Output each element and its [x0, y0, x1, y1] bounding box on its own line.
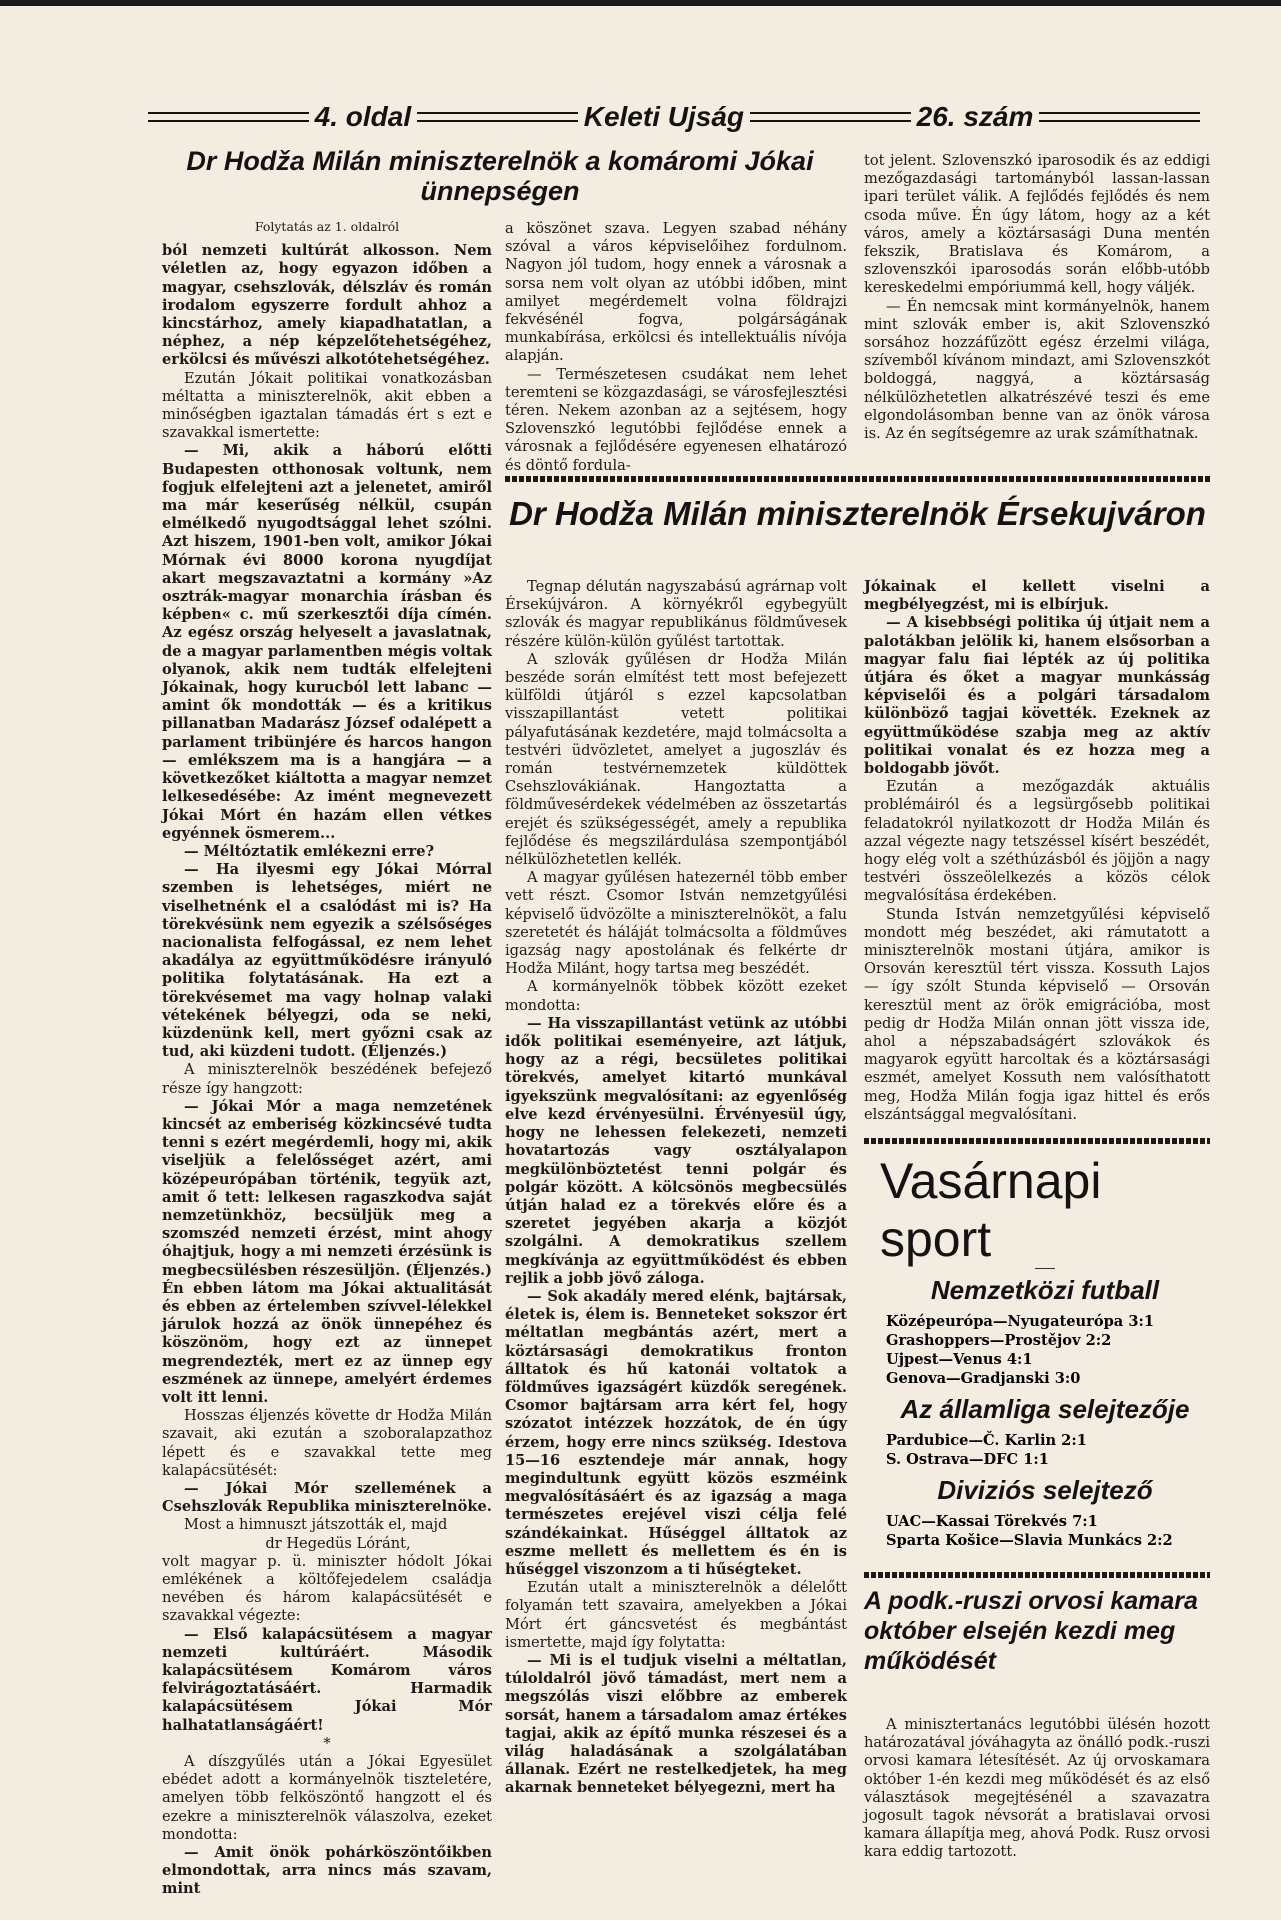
paragraph: a köszönet szava. Legyen szabad néhány szóval a város képviselőihez fordulnom. Nagyon jól tudom, hogy ennek a városnak a sorsa nem volt olyan az utóbbi időben, mint amilyet megérdemelt volna földrajzi fekvésénél fogva, polgárságának munkabírása, erkölcsi és intellektuális nívója alapján.	[505, 220, 847, 365]
paragraph: Jókainak el kellett viselni a megbélyegzést, mi is elbírjuk.	[864, 578, 1210, 614]
header-rule	[1039, 112, 1200, 122]
section-divider	[864, 1572, 1210, 1578]
paragraph: — Én nemcsak mint kormányelnök, hanem mint szlovák ember is, akit Szlovenszkó sorsához hozzáfűzött egész érzelmi világa, szívemből kívánom mindazt, ami Szlovenszkót boldoggá, naggyá, a köztársaság nélkülözhetetlen alkatrészévé teszi és eme elgondolásomban benne van az önök városa is. Az én segítségemre az urak számíthatnak.	[864, 297, 1210, 443]
section-divider	[505, 476, 1210, 482]
match-result: Genova—Gradjanski 3:0	[886, 1370, 1081, 1387]
match-result: Pardubice—Č. Karlin 2:1	[886, 1432, 1087, 1449]
article-orvosi-body	[864, 1716, 1210, 1862]
paragraph: A minisztertanács legutóbbi ülésén hozott határozatával jóváhagyta az önálló podk.-ruszi orvosi kamara létesítését. Az új orvoskamara október 1-én kezdi meg működését és az első választások megejtésénél a szavazatra jogosult tagok névsorát a bratislavai orvosi kamara állapítja meg, ahová Podk. Rusz orvosi kara eddig tartozott.	[864, 1716, 1210, 1861]
section-divider	[864, 1138, 1210, 1144]
match-result: Ujpest—Venus 4:1	[886, 1351, 1033, 1368]
paragraph: — Természetesen csudákat nem lehet teremteni se közgazdasági, se városfejlesztési téren. Nekem azonban az a sejtésem, hogy Szlovenszkó legutóbbi fejlődése ennek a városnak a fejlődésére egyenesen elhatározó és döntő fordula-	[505, 365, 847, 474]
paragraph: Ezután utalt a miniszterelnök a délelőtt folyamán tett szavaira, amelyekben a Jókai Mórt ért gáncsvetést és megbántást ismertette, majd így folytatta:	[505, 1579, 847, 1651]
paragraph: ból nemzeti kultúrát alkosson. Nem véletlen az, hogy egyazon időben a magyar, csehszlovák, délszláv és román irodalom egyszerre fordult ahhoz a kincstárhoz, amely kiapadhatatlan, a néphez, a nép képzelőtehetségéhez, erkölcsi és művészi alkotótehetségéhez.	[162, 242, 492, 369]
paragraph: — Ha visszapillantást vetünk az utóbbi idők politikai eseményeire, azt látjuk, hogy az a régi, becsületes politikai törekvés, amelyet kitartó munkával igyekszünk megvalósítani: az egyenlőség elve kezd érvényesülni. Érvényesül úgy, hogy ne lehessen felekezeti, nemzeti hovatartozás vagy osztályalapon megkülönböztetést tenni polgár és polgár között. A kölcsönös megbecsülés útján halad ez a törekvés előre és a szeretet jegyében akarja a közjót szolgálni. A demokratikus szellem megkívánja az együttműködést és ebben rejlik a jobb jövő záloga.	[505, 1014, 847, 1287]
paragraph: Ezután Jókait politikai vonatkozásban méltatta a miniszterelnök, akit ebben a minőségben igaztalan támadás ért s ezt e szavakkal ismertette:	[162, 369, 492, 442]
header-rule	[750, 112, 911, 122]
header-rule	[417, 112, 578, 122]
paragraph: — Első kalapácsütésem a magyar nemzeti kultúráért. Második kalapácsütésem Komárom város felvirágoztatásáért. Harmadik kalapácsütésem Jókai Mór halhatatlanságáért!	[162, 1625, 492, 1734]
separator-star: *	[323, 1734, 331, 1752]
paragraph: A kormányelnök többek között ezeket mondotta:	[505, 978, 847, 1014]
paragraph: A magyar gyűlésen hatezernél több ember vett részt. Csomor István nemzetgyűlési képviselő üdvözölte a miniszterelnököt, a falu szeretetét és háláját tolmácsolta a földműves igazság nagy apostolának és felkérte dr Hodža Milánt, hogy tartsa meg beszédét.	[505, 869, 847, 978]
page-header	[142, 102, 1206, 132]
paragraph: — Amit önök pohárköszöntőikben elmondottak, arra nincs más szavam, mint	[162, 1844, 492, 1898]
article-title-orvosi-kamara: A podk.-ruszi orvosi kamara október elsején kezdi meg működését	[864, 1587, 1198, 1675]
article-column-1	[162, 218, 492, 1899]
speaker-name: dr Hegedüs Lóránt,	[265, 1534, 411, 1552]
paragraph: — Mi, akik a háború előtti Budapesten otthonosak voltunk, nem fogjuk elfelejteni azt a jelenetet, amiről ma már keserűség nélkül, csupán elmélkedő nyugodtsággal lehet szólni. Azt hiszem, 1901-ben volt, amikor Jókai Mórnak évi 8000 korona nyugdíjat akart megszavaztatni a kormány »Az osztrák-magyar monarchia írásban és képben« c. mű szerkesztői díja címén. Az egész ország helyeselt a javaslatnak, de a magyar parlamentben mégis voltak olyanok, akik nem tudták elfelejteni Jókainak, hogy kurucból lett labanc — amint ők mondották — és a kritikus pillanatban Madarász József odalépett a parlament tribünjére és harcos hangon — emlékszem ma is a hangjára — a következőket kiáltotta a magyar nemzet lelkesedésébe: Az imént megnevezett Jókai Mórt én hazám ellen vétkes egyénnek ösmerem...	[162, 442, 492, 842]
sport-heading: Nemzetközi futball	[930, 1275, 1160, 1305]
header-rule	[148, 112, 309, 122]
issue-number: 26. szám	[916, 101, 1034, 132]
sport-heading: Diviziós selejtező	[937, 1475, 1153, 1505]
paragraph: Tegnap délután nagyszabású agrárnap volt Érsekújváron. A környékről egybegyült szlovák és magyar republikánus földművesek részére külön-külön gyűlést tartottak.	[505, 578, 847, 650]
article-column-3-top	[864, 152, 1210, 443]
match-result: S. Ostrava—DFC 1:1	[886, 1451, 1049, 1468]
paragraph: Hosszas éljenzés követte dr Hodža Milán szavait, aki ezután a szoboralapzathoz lépett és e szavakkal tette meg kalapácsütését:	[162, 1407, 492, 1479]
sport-heading: Az államliga selejtezője	[900, 1394, 1190, 1424]
article-column-2-bottom	[505, 578, 847, 1798]
match-result: Grashoppers—Prostějov 2:2	[886, 1332, 1112, 1349]
paragraph: A díszgyűlés után a Jókai Egyesület ebédet adott a kormányelnök tiszteletére, amelyen több felköszöntő hangzott el és ezekre a miniszterelnök válaszolva, ezeket mondotta:	[162, 1753, 492, 1843]
continued-note: Folytatás az 1. oldalról	[254, 219, 400, 234]
paragraph: — Mi is el tudjuk viselni a méltatlan, túloldalról jövő támadást, mert nem a megszólás viszi előbbre az emberek sorsát, hanem a társadalom amaz értékes tagjai, akik az építő munka részesei és a világ haladásának a szolgálatában állanak. Ezért ne restelkedjetek, ha meg akarnak benneteket bélyegezni, mert ha	[505, 1651, 847, 1797]
match-result: UAC—Kassai Törekvés 7:1	[886, 1513, 1098, 1530]
paragraph: — Ha ilyesmi egy Jókai Mórral szemben is lehetséges, miért ne viselhetnénk el a csalódást mi is? Ha törekvésünk nem egyezik a szélsőséges nacionalista felfogással, ez nem lehet akadálya az együttműködésre irányuló politika folytatásának. Ha ezt a törekvésemet ma vagy holnap valaki vétekének bélyegzi, oda se neki, küzdenünk kell, mert győzni csak az tud, aki küzdeni tudott. (Éljenzés.)	[162, 861, 492, 1061]
paragraph: — A kisebbségi politika új útjait nem a palotákban jelölik ki, hanem elsősorban a magyar falu fiai lépték az új politika útjára és őket a magyar munkásság képviselői és a polgári társadalom különböző tagjai követték. Ezeknek az együttműködése szabja meg az aktív politikai vonalat és ez hozza meg a boldogabb jövőt.	[864, 614, 1210, 778]
paragraph: A szlovák gyűlésen dr Hodža Milán beszéde során elmítést tett most befejezett külföldi útjáról s ezzel kapcsolatban visszapillantást vetett politikai pályafutásának kezdetére, majd tolmácsolta a testvéri üdvözletet, amelyet a jugoszláv és román testvérnemzetek küldöttek Csehszlovákiának. Hangoztatta a földművesérdekek védelmében az összetartás erejét és szükségességét, amely a republika fejlődése és megszilárdulása szempontjából nélkülözhetetlen kellék.	[505, 650, 847, 869]
paragraph: — Sok akadály mered elénk, bajtársak, életek is, élem is. Benneteket sokszor ért méltatlan megbántás azért, mert a köztársasági demokratikus fronton álltatok és hű katonái voltatok a földműves igazságért küzdők seregének. Csomor bajtársam arra kért fel, hogy szózatot intézzek hozzátok, de én úgy érzem, hogy erre nincs szükség. Idestova 15—16 esztendeje már annak, hogy megindultunk együtt közös eszméink megvalósításáért és az igazság a maga természetes erejével viszi célja felé szándékainkat. Hűséggel álltatok az eszme mellett és mellettem és én is hűséggel viszonzom a ti hűségteket.	[505, 1287, 847, 1578]
article-title-komarom: Dr Hodža Milán miniszterelnök a komáromi Jókai ünnepségen	[186, 146, 814, 207]
paragraph: — Jókai Mór a maga nemzetének kincsét az emberiség közkincsévé tudta tenni s ezért megérdemli, hogy mi, akik viseljük a felelősséget azért, ami középeurópában történik, tegyük azt, amit ő tett: lelkesen ragaszkodva saját nemzetünkhöz, becsüljük meg a szomszéd nemzeti érzést, mint ahogy óhajtjuk, hogy a mi nemzeti érzésünk is megbecsülésben részesüljön. (Éljenzés.) Én ebben látom ma Jókai aktualitását és ebben az értelemben szívvel-lélekkel járulok hozzá az önök ünnepéhez és köszönöm, hogy ezt az ünnepet megrendezték, mert ez az ünnep egy eszmének az ünnepe, amelyért érdemes volt itt lenni.	[162, 1097, 492, 1406]
sport-section	[880, 1152, 1210, 1550]
match-result: Sparta Košice—Slavia Munkács 2:2	[886, 1532, 1173, 1549]
paragraph: — Méltóztatik emlékezni erre?	[184, 842, 435, 860]
paragraph: Most a himnuszt játszották el, majd	[184, 1516, 448, 1534]
sport-dash	[1035, 1268, 1055, 1269]
paragraph: volt magyar p. ü. miniszter hódolt Jókai emlékének a költőfejedelem családja nevében és három kalapácsütését e szavakkal végezte:	[162, 1552, 492, 1625]
paragraph: — Jókai Mór szellemének a Csehszlovák Republika miniszterelnöke.	[162, 1480, 492, 1516]
article-column-2-top	[505, 220, 847, 475]
newspaper-name: Keleti Ujság	[583, 101, 744, 132]
paragraph: tot jelent. Szlovenszkó iparosodik és az eddigi mezőgazdasági tartományból lassan-lassan ipari terület válik. A fejlődés fejlődés és nem csoda műve. Én úgy látom, hogy az a két város, amely a köztársasági Duna mentén fekszik, Bratislava és Komárom, a szlovenszkói iparosodás során előbb-utóbb kereskedelmi empóriummá kell, hogy váljék.	[864, 152, 1210, 297]
paragraph: A miniszterelnök beszédének befejező része így hangzott:	[162, 1061, 492, 1097]
page-number: 4. oldal	[314, 101, 412, 132]
article-title-ersekujvar: Dr Hodža Milán miniszterelnök Érsekujváron	[509, 495, 1206, 532]
article-column-3-bottom	[864, 578, 1210, 1124]
newspaper-page	[0, 6, 1281, 1920]
sport-title: Vasárnapi sport	[880, 1153, 1102, 1267]
paragraph: Ezután a mezőgazdák aktuális problémáiról és a legsürgősebb politikai feladatokról nyilatkozott dr Hodža Milán és azzal végezte nagy tetszéssel kísért beszédét, hogy elég volt a széthúzásból és jöjjön a nagy testvéri összeölelkezés a közös célok megvalósítása érdekében.	[864, 778, 1210, 905]
match-result: Középeurópa—Nyugateurópa 3:1	[886, 1313, 1155, 1330]
paragraph: Stunda István nemzetgyűlési képviselő mondott még beszédet, aki rámutatott a miniszterelnök mostani útjára, amikor is Orsován keresztül tért vissza. Kossuth Lajos — így szólt Stunda képviselő — Orsován keresztül ment az örök emigrációba, most pedig dr Hodža Milán onnan jött vissza ide, ahol a népszabadságért szlovákok és magyarok együtt harcoltak és a köztársasági eszmét, amelyet Kossuth nem valósíthatott meg, Hodža Milán fogja igaz hittel és erős elszántsággal megvalósítani.	[864, 905, 1210, 1123]
